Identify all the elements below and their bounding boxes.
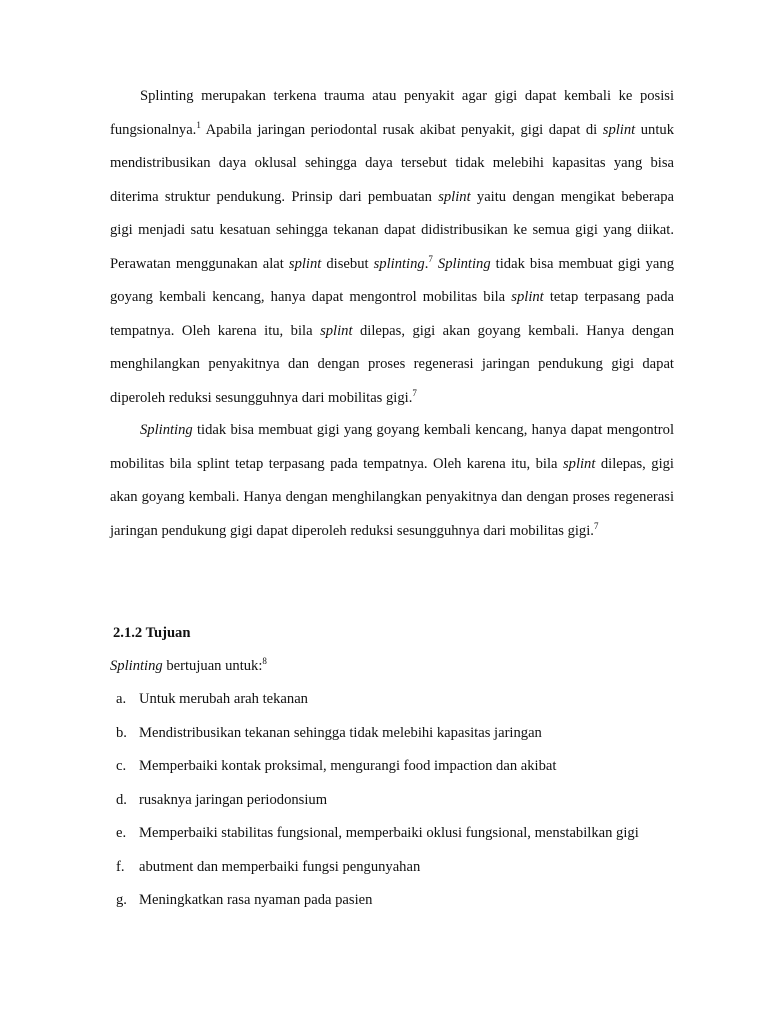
list-item [110,688,690,722]
list-marker: b. [116,724,127,741]
list-item-text: Untuk merubah arah tekanan [139,691,308,707]
reference-7: 7 [593,520,599,531]
list-marker: f. [116,858,125,875]
list-item-text: rusaknya jaringan periodonsium [139,791,328,808]
list-item [110,856,690,890]
reference-7: 7 [428,253,433,264]
list-marker: a. [116,691,127,707]
list-item-text: Meningkatkan rasa nyaman pada pasien [139,892,373,908]
list-item [110,822,690,856]
reference-7: 7 [412,387,417,398]
list-marker: c. [116,758,127,774]
list-item-text: abutment dan memperbaiki fungsi pengunyahan [139,858,421,875]
section-heading: 2.1.2 Tujuan [113,625,191,641]
reference-8: 8 [262,656,267,666]
list-item [110,755,690,789]
paragraph-mobility: Splinting tidak bisa membuat gigi yang goyang kembali kencang, hanya dapat mengontrol mobilitas bila splint tetap terpasang pada tempatnya. Oleh karena itu, bila splint dilepas, gigi akan goyang kembali. Hanya dengan menghilangkan penyakitnya dan dengan proses regenerasi jaringan pendukung gigi dapat diperoleh reduksi sesungguhnya dari mobilitas gigi.$^7$ [110,422,674,539]
list-item [110,789,690,823]
list-item-text: Memperbaiki kontak proksimal, mengurangi food impaction dan akibat [139,758,557,774]
list-marker: g. [116,892,127,908]
list-item-text: Mendistribusikan tekanan sehingga tidak melebihi kapasitas jaringan [139,724,542,741]
list-marker: e. [116,825,127,841]
list-marker: d. [116,791,127,808]
list-item [110,722,690,756]
section-intro: Splinting bertujuan untuk:$^8$ [110,656,267,674]
list-item [110,889,690,923]
reference-1: 1 [196,119,201,130]
paragraph-definition: Splinting merupakan terkena trauma atau penyakit agar gigi dapat kembali ke posisi fungsionalnya.$^1$ Apabila jaringan periodontal rusak akibat penyakit, gigi dapat di splint untuk mendistribusikan daya oklusal sehingga daya tersebut tidak melebihi kapasitas yang bisa diterima struktur pendukung. Prinsip dari pembuatan splint yaitu dengan mengikat beberapa gigi menjadi satu kesatuan sehingga tekanan dapat didistribusikan ke semua gigi yang diikat. Perawatan menggunakan alat splint disebut splinting.$^7$ Splinting tidak bisa membuat gigi yang goyang kembali kencang, hanya dapat mengontrol mobilitas bila splint tetap terpasang pada tempatnya. Oleh karena itu, bila splint dilepas, gigi akan goyang kembali. Hanya dengan menghilangkan penyakitnya dan dengan proses regenerasi jaringan pendukung gigi dapat diperoleh reduksi sesungguhnya dari mobilitas gigi.$^7$ [110,88,675,406]
list-item-text: Memperbaiki stabilitas fungsional, memperbaiki oklusi fungsional, menstabilkan gigi [139,825,639,841]
purpose-list [110,688,690,923]
